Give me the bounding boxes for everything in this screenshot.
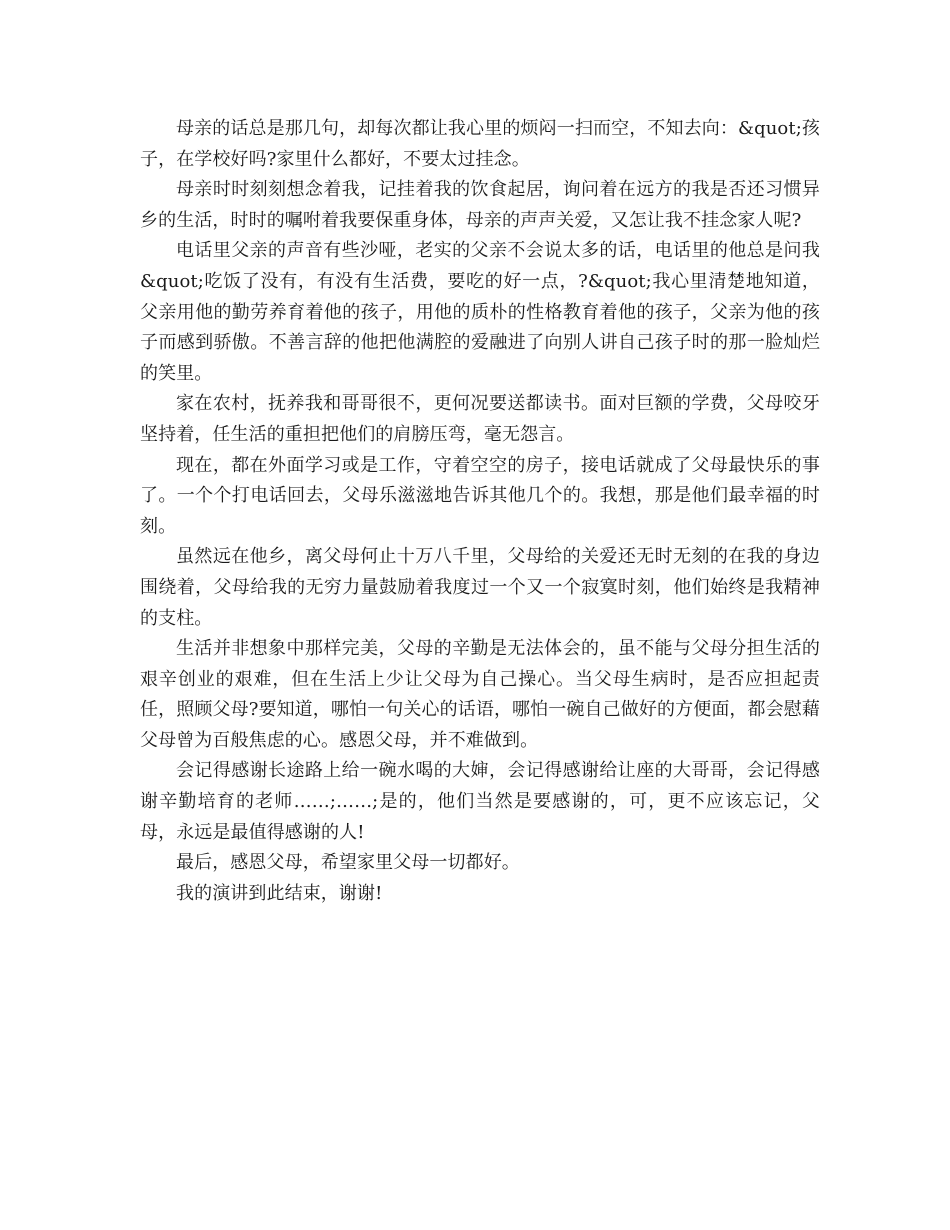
paragraph: 会记得感谢长途路上给一碗水喝的大婶，会记得感谢给让座的大哥哥，会记得感谢辛勤培育的老师……;……;是的，他们当然是要感谢的，可，更不应该忘记，父母，永远是最值得感谢的人!	[140, 760, 820, 843]
paragraph: 我的演讲到此结束，谢谢!	[176, 882, 383, 904]
paragraph: 生活并非想象中那样完美，父母的辛勤是无法体会的，虽不能与父母分担生活的艰辛创业的艰难，但在生活上少让父母为自己操心。当父母生病时，是否应担起责任，照顾父母?要知道，哪怕一句关心的话语，哪怕一碗自己做好的方便面，都会慰藉父母曾为百般焦虑的心。感恩父母，并不难做到。	[140, 638, 820, 751]
paragraph: 现在，都在外面学习或是工作，守着空空的房子，接电话就成了父母最快乐的事了。一个个打电话回去，父母乐滋滋地告诉其他几个的。我想，那是他们最幸福的时刻。	[140, 454, 820, 537]
paragraph: 母亲时时刻刻想念着我，记挂着我的饮食起居，询问着在远方的我是否还习惯异乡的生活，时时的嘱咐着我要保重身体，母亲的声声关爱，又怎让我不挂念家人呢?	[140, 179, 820, 231]
paragraph: 电话里父亲的声音有些沙哑，老实的父亲不会说太多的话，电话里的他总是问我&quot;吃饭了没有，有没有生活费，要吃的好一点，?&quot;我心里清楚地知道，父亲用他的勤劳养育着他的孩子，用他的质朴的性格教育着他的孩子，父亲为他的孩子而感到骄傲。不善言辞的他把他满腔的爱融进了向别人讲自己孩子时的那一脸灿烂的笑里。	[140, 240, 820, 384]
document-body	[140, 114, 820, 909]
paragraph: 母亲的话总是那几句，却每次都让我心里的烦闷一扫而空，不知去向：&quot;孩子，在学校好吗?家里什么都好，不要太过挂念。	[140, 118, 820, 170]
paragraph: 最后，感恩父母，希望家里父母一切都好。	[176, 852, 520, 874]
paragraph: 虽然远在他乡，离父母何止十万八千里，父母给的关爱还无时无刻的在我的身边围绕着，父母给我的无穷力量鼓励着我度过一个又一个寂寞时刻，他们始终是我精神的支柱。	[140, 546, 820, 629]
paragraph: 家在农村，抚养我和哥哥很不，更何况要送都读书。面对巨额的学费，父母咬牙坚持着，任生活的重担把他们的肩膀压弯，毫无怨言。	[140, 393, 820, 445]
